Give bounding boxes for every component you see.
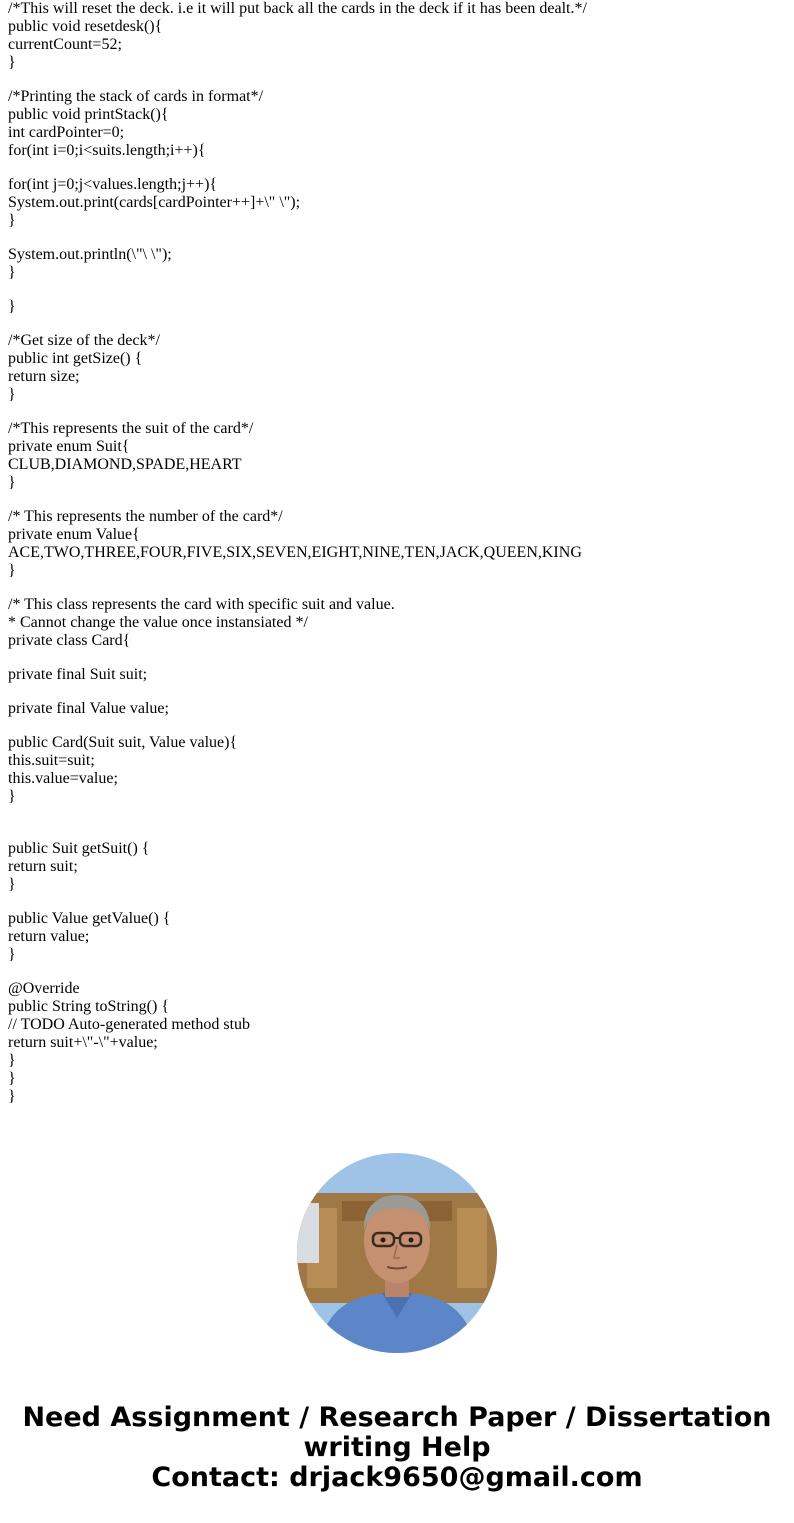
code-line: this.value=value; (8, 770, 118, 787)
code-line: } (8, 212, 16, 229)
code-line: } (8, 54, 16, 71)
code-line: public int getSize() { (8, 350, 143, 367)
code-line: public void resetdesk(){ (8, 18, 163, 35)
code-line: CLUB,DIAMOND,SPADE,HEART (8, 456, 242, 473)
code-line: } (8, 562, 16, 579)
code-line: /*Printing the stack of cards in format*/ (8, 88, 264, 105)
code-line: for(int j=0;j<values.length;j++){ (8, 176, 218, 193)
avatar-portrait (297, 1153, 497, 1353)
code-line: } (8, 386, 16, 403)
code-line: @Override (8, 980, 80, 997)
code-line: public String toString() { (8, 998, 170, 1015)
footer-line-2: writing Help (303, 1432, 491, 1463)
code-line: System.out.print(cards[cardPointer++]+\" \"); (8, 194, 301, 211)
contact-banner (0, 1403, 794, 1493)
code-listing (8, 0, 788, 1106)
code-line: } (8, 1070, 16, 1087)
code-line: return suit; (8, 858, 78, 875)
code-line: currentCount=52; (8, 36, 122, 53)
code-line: } (8, 298, 16, 315)
code-line: private class Card{ (8, 632, 131, 649)
code-line: private final Value value; (8, 700, 169, 717)
code-line: System.out.println(\"\ \"); (8, 246, 172, 263)
code-line: } (8, 264, 16, 281)
code-line: } (8, 788, 16, 805)
footer-line-1: Need Assignment / Research Paper / Dissertation (22, 1402, 772, 1433)
code-line: int cardPointer=0; (8, 124, 125, 141)
code-line: public Card(Suit suit, Value value){ (8, 734, 238, 751)
code-line: public void printStack(){ (8, 106, 169, 123)
code-line: for(int i=0;i<suits.length;i++){ (8, 142, 206, 159)
code-line: return suit+\"-\"+value; (8, 1034, 158, 1051)
code-line: this.suit=suit; (8, 752, 95, 769)
code-line: } (8, 474, 16, 491)
code-line: /*This represents the suit of the card*/ (8, 420, 254, 437)
code-line: } (8, 1052, 16, 1069)
avatar (297, 1153, 497, 1353)
code-line: } (8, 946, 16, 963)
code-line: } (8, 1088, 16, 1105)
code-line: private enum Value{ (8, 526, 140, 543)
code-line: /*Get size of the deck*/ (8, 332, 160, 349)
code-line: // TODO Auto-generated method stub (8, 1016, 251, 1033)
code-line: public Suit getSuit() { (8, 840, 150, 857)
code-line: public Value getValue() { (8, 910, 171, 927)
code-line: /* This represents the number of the card*/ (8, 508, 283, 525)
code-line: private enum Suit{ (8, 438, 130, 455)
code-line: * Cannot change the value once instansiated */ (8, 614, 308, 631)
code-line: /* This class represents the card with specific suit and value. (8, 596, 395, 613)
code-line: private final Suit suit; (8, 666, 148, 683)
code-line: /*This will reset the deck. i.e it will put back all the cards in the deck if it has been dealt.*/ (8, 0, 587, 17)
code-line: } (8, 876, 16, 893)
code-line: return size; (8, 368, 80, 385)
code-line: return value; (8, 928, 90, 945)
code-line: ACE,TWO,THREE,FOUR,FIVE,SIX,SEVEN,EIGHT,NINE,TEN,JACK,QUEEN,KING (8, 544, 582, 561)
contact-email: Contact: drjack9650@gmail.com (151, 1462, 643, 1493)
